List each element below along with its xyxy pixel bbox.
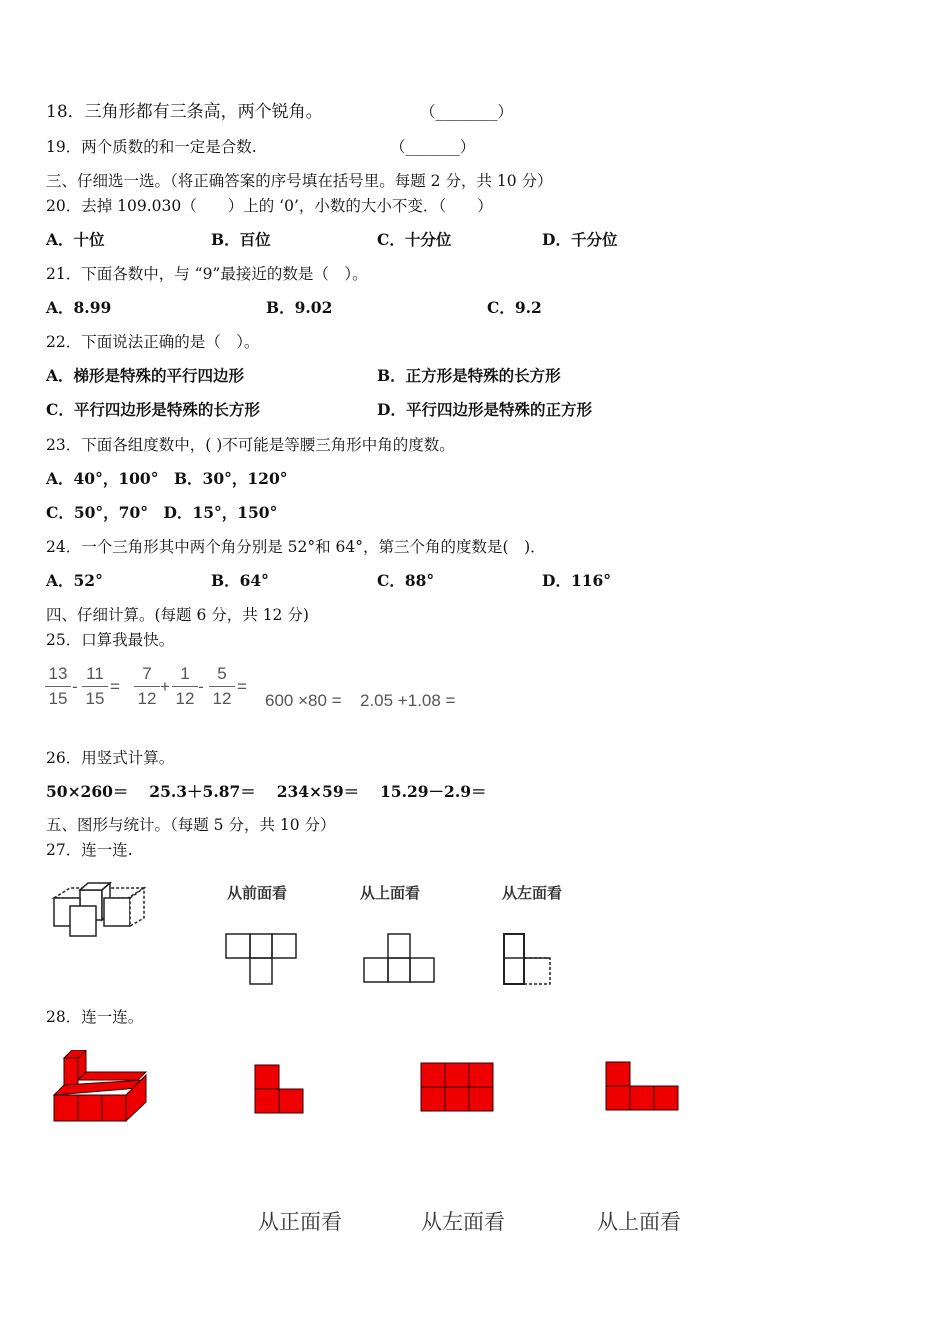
red-cube-face bbox=[78, 1072, 146, 1080]
q21-text: 21．下面各数中，与 “9”最接近的数是（ ）。 bbox=[46, 265, 368, 283]
fraction bbox=[82, 664, 108, 709]
q24-option-d: D．116° bbox=[542, 571, 612, 590]
fraction bbox=[172, 664, 198, 709]
red-cube-face bbox=[54, 1095, 78, 1121]
section-4-heading: 四、仔细计算。(每题 6 分，共 12 分) bbox=[46, 606, 309, 624]
red-cube-face bbox=[606, 1062, 630, 1086]
fraction bbox=[134, 664, 160, 709]
view-inverted-t-shape[interactable] bbox=[362, 932, 442, 988]
operator: - bbox=[72, 677, 78, 696]
expression: 2.05 +1.08 = bbox=[360, 691, 456, 710]
red-cube-face bbox=[255, 1065, 279, 1089]
red-cube-face bbox=[255, 1089, 279, 1113]
q26-expressions: 50×260＝ 25.3＋5.87＝ 234×59＝ 15.29－2.9＝ bbox=[46, 782, 487, 801]
red-cube-face bbox=[630, 1086, 654, 1110]
q19-answer-blank[interactable]: （_______） bbox=[390, 138, 476, 156]
denominator: 15 bbox=[48, 689, 68, 708]
q19-text: 19．两个质数的和一定是合数. bbox=[46, 138, 257, 156]
view-t-shape[interactable] bbox=[224, 932, 304, 988]
q22-option-d: D．平行四边形是特殊的正方形 bbox=[377, 400, 592, 419]
denominator: 12 bbox=[212, 689, 232, 708]
view-label-front: 从前面看 bbox=[227, 884, 288, 902]
numerator: 5 bbox=[209, 664, 235, 687]
red-cube-face bbox=[102, 1095, 126, 1121]
denominator: 12 bbox=[175, 689, 195, 708]
red-view-l-small[interactable] bbox=[254, 1064, 306, 1116]
numerator: 13 bbox=[45, 664, 71, 687]
q22-text: 22．下面说法正确的是（ ）。 bbox=[46, 333, 260, 351]
expression: 600 ×80 = bbox=[265, 691, 342, 710]
view-label-top-28: 从上面看 bbox=[597, 1210, 681, 1234]
denominator: 12 bbox=[137, 689, 157, 708]
view-label-left: 从左面看 bbox=[502, 884, 563, 902]
q23-text: 23．下面各组度数中，( )不可能是等腰三角形中角的度数。 bbox=[46, 436, 455, 454]
red-cube-face bbox=[279, 1089, 303, 1113]
q20-option-a: A．十位 bbox=[46, 230, 105, 249]
operator: - bbox=[198, 677, 204, 696]
q20-text: 20．去掉 109.030（ ）上的 ‘0’，小数的大小不变．（ ） bbox=[46, 197, 493, 215]
red-cube-face bbox=[445, 1063, 469, 1087]
cube-stack-figure bbox=[48, 878, 158, 963]
q24-option-c: C．88° bbox=[377, 571, 435, 590]
q23-options-cd: C．50°，70° D．15°，150° bbox=[46, 503, 278, 522]
operator: + bbox=[160, 677, 170, 696]
red-cube-face bbox=[445, 1087, 469, 1111]
q24-option-a: A．52° bbox=[46, 571, 103, 590]
q22-option-c: C．平行四边形是特殊的长方形 bbox=[46, 400, 260, 419]
red-cube-stack-figure bbox=[52, 1050, 152, 1125]
view-label-left-28: 从左面看 bbox=[421, 1210, 505, 1234]
fraction bbox=[45, 664, 71, 709]
red-cube-face bbox=[654, 1086, 678, 1110]
red-cube-face bbox=[469, 1087, 493, 1111]
red-cube-face bbox=[64, 1058, 78, 1088]
red-cube-face bbox=[421, 1063, 445, 1087]
q22-option-b: B．正方形是特殊的长方形 bbox=[377, 366, 561, 385]
red-view-l-long[interactable] bbox=[605, 1061, 681, 1113]
red-cube-face bbox=[469, 1063, 493, 1087]
q18-answer-blank[interactable]: （________） bbox=[420, 103, 514, 121]
numerator: 1 bbox=[172, 664, 198, 687]
q28-text: 28．连一连。 bbox=[46, 1008, 144, 1026]
fraction bbox=[209, 664, 235, 709]
red-cube-face bbox=[421, 1087, 445, 1111]
q21-option-c: C．9.2 bbox=[487, 298, 542, 317]
q23-options-ab: A．40°，100° B．30°，120° bbox=[46, 469, 288, 488]
section-3-heading: 三、仔细选一选。（将正确答案的序号填在括号里。每题 2 分，共 10 分） bbox=[46, 172, 553, 190]
red-view-rectangle[interactable] bbox=[420, 1062, 496, 1114]
denominator: 15 bbox=[85, 689, 105, 708]
q26-text: 26．用竖式计算。 bbox=[46, 749, 175, 767]
q24-option-b: B．64° bbox=[211, 571, 269, 590]
red-cube-face bbox=[78, 1095, 102, 1121]
view-l-shape[interactable] bbox=[502, 932, 558, 988]
q25-text: 25．口算我最快。 bbox=[46, 631, 175, 649]
view-label-front-28: 从正面看 bbox=[258, 1210, 342, 1234]
q20-option-b: B．百位 bbox=[211, 230, 271, 249]
q21-option-b: B．9.02 bbox=[266, 298, 333, 317]
operator: = bbox=[110, 677, 120, 696]
q22-option-a: A．梯形是特殊的平行四边形 bbox=[46, 366, 245, 385]
numerator: 7 bbox=[134, 664, 160, 687]
q20-option-c: C．十分位 bbox=[377, 230, 452, 249]
q18-text: 18．三角形都有三条高，两个锐角。 bbox=[46, 102, 323, 122]
q20-option-d: D．千分位 bbox=[542, 230, 618, 249]
q24-text: 24．一个三角形其中两个角分别是 52°和 64°，第三个角的度数是( )． bbox=[46, 538, 546, 556]
red-cube-face bbox=[606, 1086, 630, 1110]
view-label-top: 从上面看 bbox=[360, 884, 421, 902]
operator: = bbox=[237, 677, 247, 696]
numerator: 11 bbox=[82, 664, 108, 687]
q27-text: 27．连一连. bbox=[46, 841, 133, 859]
section-5-heading: 五、图形与统计。（每题 5 分，共 10 分） bbox=[46, 816, 336, 834]
q21-option-a: A．8.99 bbox=[46, 298, 112, 317]
